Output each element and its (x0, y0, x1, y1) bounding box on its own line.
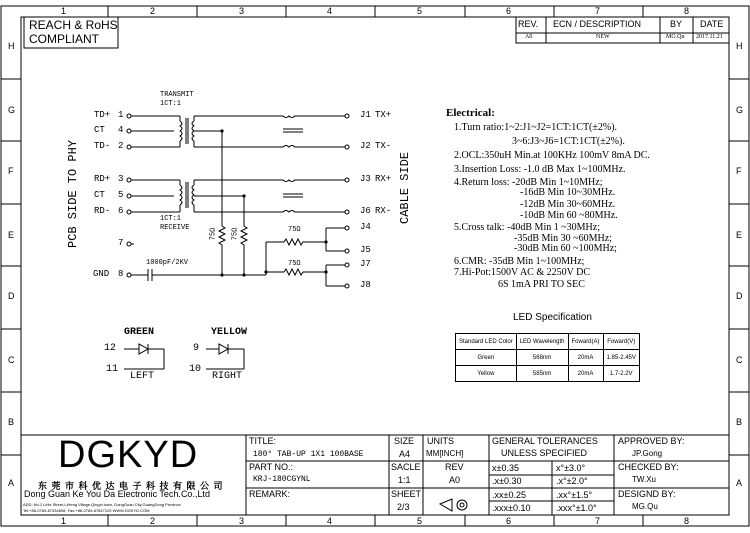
led-spec-header: Foward(A) (568, 334, 603, 350)
led-green-symbol (124, 344, 164, 369)
transmit-title: TRANSMIT (160, 91, 194, 99)
designed-label: DESIGND BY: (618, 489, 676, 499)
designed-value: MG.Qu (632, 502, 658, 511)
receive-title: RECEIVE (160, 224, 190, 232)
border-col-label: 5 (417, 6, 423, 16)
border-col-label: 4 (327, 6, 333, 16)
scale-label: SACLE (391, 462, 421, 472)
border-row-label: A (8, 478, 15, 488)
electrical-spec-line: -16dB Min 10~30MHz. (520, 187, 616, 198)
led-spec-cell: Yellow (456, 366, 517, 382)
resistor-label-1: 75Ω (209, 227, 218, 241)
border-col-label: 8 (684, 6, 690, 16)
pcb-side-label: PCB SIDE TO PHY (66, 139, 80, 248)
border-row-label: F (736, 166, 742, 176)
electrical-spec-line: 3~6:J3~J6=1CT:1CT(±2%). (512, 136, 625, 147)
border-col-label: 1 (61, 516, 67, 526)
date-header: DATE (700, 19, 724, 29)
led-yellow-symbol (206, 344, 244, 369)
left-pin-number: 6 (118, 206, 124, 216)
led-spec-cell: 1.85-2.45V (603, 350, 639, 366)
border-row-label: D (736, 291, 743, 301)
led-spec-cell: 568nm (516, 350, 568, 366)
tolerance-angular: .xxx°±1.0° (556, 503, 597, 513)
border-col-label: 7 (595, 6, 601, 16)
part-no-label: PART NO.: (249, 462, 294, 472)
border-col-label: 8 (684, 516, 690, 526)
led-spec-cell: 20mA (568, 350, 603, 366)
electrical-spec-line: -35dB Min 30 ~60MHz; (514, 233, 612, 244)
left-pin-number: 2 (118, 141, 124, 151)
border-row-label: B (8, 417, 15, 427)
electrical-spec-line: 6S 1mA PRI TO SEC (498, 279, 585, 290)
border-row-label: H (736, 41, 743, 51)
company-name-en: Dong Guan Ke You Da Electronic Tech.Co.,Ltd (24, 489, 210, 499)
electrical-spec-line: 7.Hi-Pot:1500V AC & 2250V DC (454, 267, 591, 278)
table-row (456, 350, 640, 366)
led-spec-header: Standard LED Color (456, 334, 517, 350)
right-pin-name: J2 (360, 141, 371, 151)
left-pin-name: TD- (94, 141, 111, 151)
approved-label: APPROVED BY: (618, 436, 685, 446)
led-green-pin-b: 11 (106, 364, 119, 375)
border-row-label: E (8, 230, 15, 240)
electrical-spec-line: 3.Insertion Loss: -1.0 dB Max 1~100MHz. (454, 164, 626, 175)
by-header: BY (670, 19, 683, 29)
border-row-label: B (736, 417, 743, 427)
led-spec-cell: Green (456, 350, 517, 366)
left-pin-number: 1 (118, 110, 124, 120)
border-row-label: C (8, 355, 15, 365)
led-yellow-side: RIGHT (212, 371, 243, 382)
electrical-spec-line: 2.OCL:350uH Min.at 100KHz 100mV 8mA DC. (454, 150, 650, 161)
remark-label: REMARK: (249, 489, 291, 499)
border-col-label: 4 (327, 516, 333, 526)
border-row-label: E (736, 230, 743, 240)
company-address: ADD: No.1 LiHe Street,LiHeng Village,Qingxi town, DongGuan City,GuangDong Province (23, 502, 181, 507)
rev-label: REV (445, 462, 464, 472)
rev-header: REV. (518, 19, 539, 29)
right-pin-name: J4 (360, 222, 371, 232)
approved-value: JP.Gong (632, 449, 663, 458)
right-pin-signal: RX- (375, 206, 392, 216)
junction-dots (220, 129, 327, 276)
part-no-value: KRJ-180CGYNL (253, 475, 311, 484)
left-pin-name: RD+ (94, 174, 111, 184)
title-value: 180° TAB-UP 1X1 100BASE (253, 450, 364, 459)
led-green-side: LEFT (130, 371, 155, 382)
border-col-label: 7 (595, 516, 601, 526)
right-pin-name: J6 (360, 206, 371, 216)
left-pin-name: CT (94, 125, 105, 135)
rev-block-value: A0 (449, 475, 461, 485)
projection-symbol-icon (440, 499, 467, 511)
tolerance-linear: x±0.35 (492, 463, 519, 473)
border-row-label: A (736, 478, 743, 488)
led-spec-table (455, 333, 640, 382)
led-spec-header: Foward(V) (603, 334, 639, 350)
tolerances-subtitle: UNLESS SPECIFIED (501, 448, 588, 458)
right-pin-name: J1 (360, 110, 371, 120)
left-pin-number: 8 (118, 269, 124, 279)
border-col-label: 1 (61, 6, 67, 16)
border-row-label: D (8, 291, 15, 301)
tolerance-angular: .xx°±1.5° (556, 490, 593, 500)
scale-value: 1:1 (398, 475, 411, 485)
border-col-label: 3 (239, 516, 245, 526)
border-row-label: G (8, 105, 16, 115)
ecn-header: ECN / DESCRIPTION (553, 19, 642, 29)
sheet-value: 2/3 (397, 502, 410, 512)
border-row-label: F (8, 166, 14, 176)
tolerance-linear: .xxx±0.10 (492, 503, 531, 513)
border-col-label: 3 (239, 6, 245, 16)
border-col-label: 5 (417, 516, 423, 526)
led-yellow-pin-b: 10 (189, 364, 202, 375)
company-logo: DGKYD (58, 434, 199, 476)
right-pin-name: J7 (360, 259, 371, 269)
resistor-label-4: 75Ω (288, 260, 301, 268)
electrical-spec-line: 6.CMR: -35dB Min 1~100MHz; (454, 256, 585, 267)
left-pin-name: RD- (94, 206, 111, 216)
title-label: TITLE: (249, 436, 277, 446)
led-spec-cell: 20mA (568, 366, 603, 382)
electrical-spec-line: 4.Return loss: -20dB Min 1~10MHz; (454, 177, 603, 188)
led-spec-title: LED Specification (513, 312, 592, 323)
tolerance-linear: .x±0.30 (492, 476, 522, 486)
right-pin-signal: TX+ (375, 110, 392, 120)
right-pin-name: J8 (360, 280, 371, 290)
tolerance-angular: x°±3.0° (556, 463, 586, 473)
right-pin-name: J3 (360, 174, 371, 184)
border-row-label: C (736, 355, 743, 365)
capacitor-label: 1000pF/2KV (146, 259, 189, 267)
border-col-label: 2 (150, 6, 156, 16)
compliance-line-2: COMPLIANT (29, 32, 100, 46)
electrical-spec-line: -10dB Min 60 ~80MHz. (520, 210, 618, 221)
size-value: A4 (399, 449, 411, 459)
right-pin-name: J5 (360, 245, 371, 255)
led-spec-cell: 585nm (516, 366, 568, 382)
left-pin-number: 5 (118, 190, 124, 200)
compliance-line-1: REACH & RoHS (29, 18, 118, 32)
border-row-label: H (8, 41, 15, 51)
led-spec-header-row (456, 334, 640, 350)
border-col-label: 6 (506, 6, 512, 16)
left-pin-circles (127, 114, 131, 277)
resistor-label-2: 75Ω (231, 227, 240, 241)
left-pin-name: TD+ (94, 110, 111, 120)
left-pin-number: 4 (118, 125, 124, 135)
company-contact: Tel:+86-0769-87334606; Fax:+86-0769-87847129 WWW.DGKYD.COM (23, 508, 150, 513)
left-pin-number: 7 (118, 238, 124, 248)
rev-value: A0 (525, 34, 533, 40)
checked-label: CHECKED BY: (618, 462, 679, 472)
receive-ratio: 1CT:1 (160, 215, 182, 223)
size-label: SIZE (394, 436, 415, 446)
left-pin-number: 3 (118, 174, 124, 184)
tolerances-title: GENERAL TOLERANCES (492, 436, 598, 446)
transmit-ratio: 1CT:1 (160, 100, 182, 108)
led-spec-header: LED Wavelength (516, 334, 568, 350)
electrical-spec-line: 1.Turn ratio:1~2:J1~J2=1CT:1CT(±2%). (454, 122, 618, 133)
electrical-spec-line: -30dB Min 60 ~100MHz; (514, 243, 617, 254)
led-spec-cell: 1.7-2.2V (603, 366, 639, 382)
left-pin-name: CT (94, 190, 105, 200)
resistor-label-3: 75Ω (288, 226, 301, 234)
right-pin-signal: RX+ (375, 174, 392, 184)
led-yellow-pin-a: 9 (193, 343, 200, 354)
electrical-title: Electrical: (446, 107, 495, 119)
sheet-label: SHEET (391, 489, 422, 499)
units-value: MM[INCH] (426, 449, 464, 458)
checked-value: TW.Xu (632, 475, 657, 484)
compliance-label (29, 18, 118, 46)
table-row (456, 366, 640, 382)
cable-side-label: CABLE SIDE (398, 151, 412, 224)
border-row-label: G (736, 105, 744, 115)
tolerance-angular: .x°±2.0° (556, 476, 588, 486)
led-green-pin-a: 12 (104, 343, 117, 354)
electrical-spec-line: -12dB Min 30~60MHz. (520, 199, 616, 210)
led-yellow-title: YELLOW (211, 327, 248, 338)
border-col-label: 6 (506, 516, 512, 526)
company-name-cn: 东 莞 市 科 优 达 电 子 科 技 有 限 公 司 (38, 481, 224, 491)
right-pin-signal: TX- (375, 141, 392, 151)
border-col-label: 2 (150, 516, 156, 526)
units-label: UNITS (427, 436, 454, 446)
electrical-spec-line: 5.Cross talk: -40dB Min 1 ~30MHz; (454, 222, 600, 233)
ecn-value: NEW (596, 34, 610, 40)
date-value: 2017.11.21 (696, 34, 723, 40)
led-green-title: GREEN (124, 327, 155, 338)
left-pin-name: GND (93, 269, 110, 279)
right-pin-circles (345, 114, 349, 288)
by-value: MG.Qu (666, 34, 685, 40)
tolerance-linear: .xx±0.25 (492, 490, 526, 500)
